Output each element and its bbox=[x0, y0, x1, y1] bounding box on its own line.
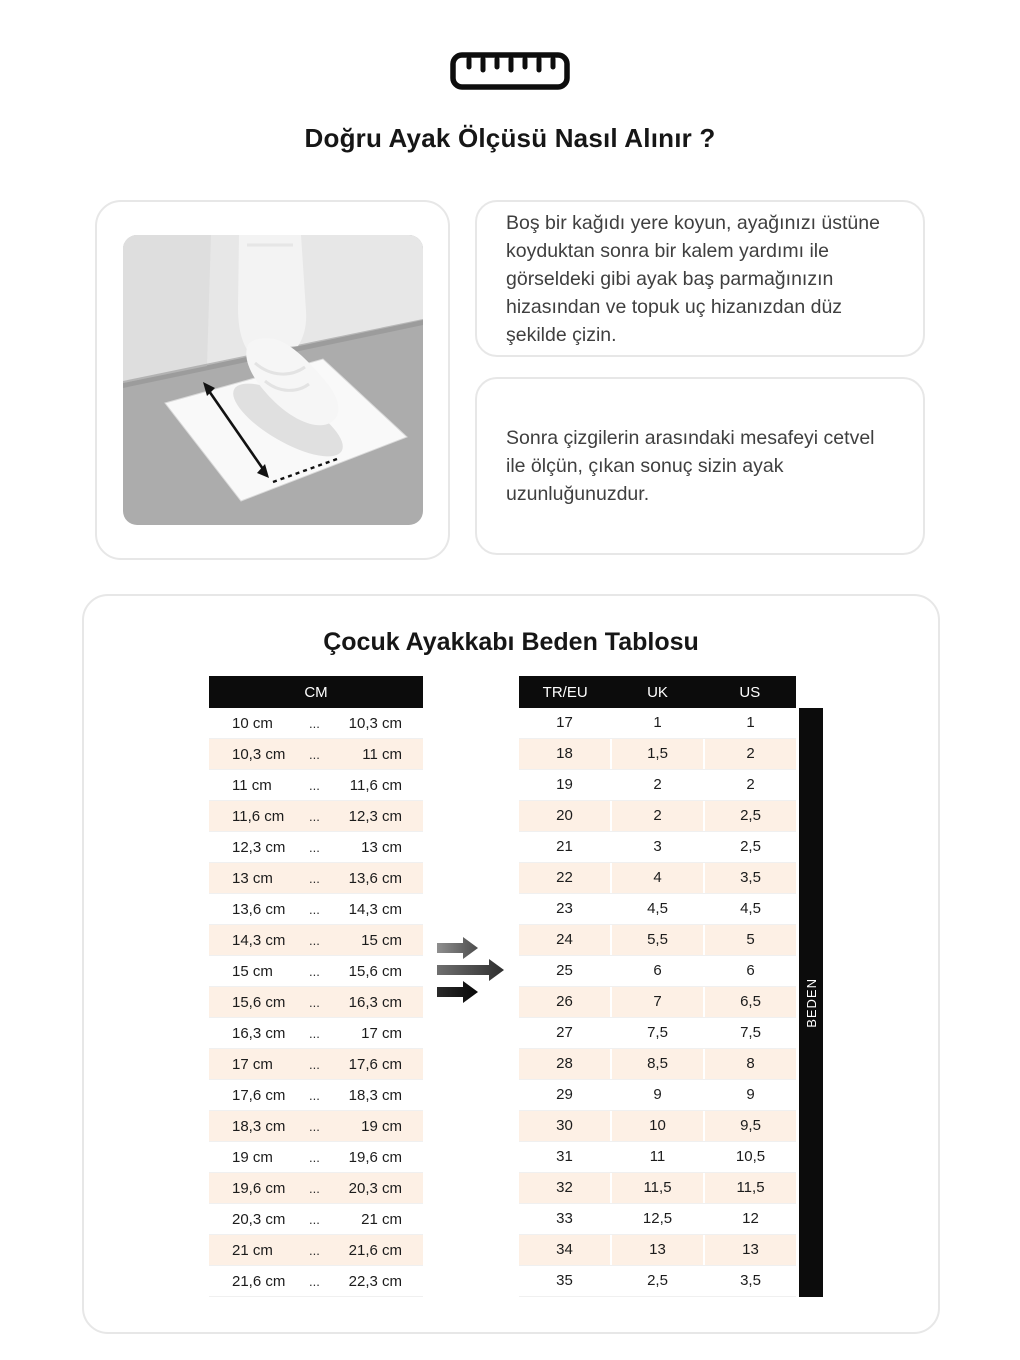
cm-table-row-cell: 16,3 cm bbox=[232, 1024, 286, 1042]
eu-uk-us-table-row bbox=[519, 832, 796, 863]
cm-table-row-cell: ... bbox=[308, 1273, 320, 1289]
eu-uk-us-table-row-cell: 8,5 bbox=[612, 1049, 705, 1079]
cm-table-row-cell: 22,3 cm bbox=[348, 1272, 402, 1290]
cm-table-row-cell: ... bbox=[308, 870, 320, 886]
cm-table-row-cell: 15 cm bbox=[232, 962, 273, 980]
cm-table-row-cell: 21 cm bbox=[232, 1241, 273, 1259]
cm-table-row-cell: 17 cm bbox=[361, 1024, 402, 1042]
eu-uk-us-table-row bbox=[519, 925, 796, 956]
cm-table-row-cell: 11,6 cm bbox=[349, 776, 402, 794]
eu-uk-us-table-row-cell: 9 bbox=[746, 1086, 755, 1103]
eu-uk-us-table-row-cell: 2 bbox=[612, 770, 705, 800]
cm-table-row bbox=[209, 1173, 423, 1204]
cm-table-row-cell: 14,3 cm bbox=[348, 900, 402, 918]
eu-uk-us-table-row bbox=[519, 801, 796, 832]
cm-table-row-cell: ... bbox=[308, 963, 320, 979]
cm-table-row-cell: 13 cm bbox=[232, 869, 273, 887]
header-us: US bbox=[739, 683, 761, 701]
cm-table-row-cell: 10,3 cm bbox=[348, 714, 402, 732]
cm-table-row bbox=[209, 863, 423, 894]
cm-table-row-cell: 17 cm bbox=[232, 1055, 273, 1073]
cm-table-row-cell: 11 cm bbox=[362, 745, 402, 763]
eu-uk-us-table-row-cell: 20 bbox=[519, 801, 612, 831]
cm-table bbox=[209, 676, 423, 1297]
cm-table-row-cell: ... bbox=[308, 1242, 320, 1258]
transfer-arrows-wrap bbox=[423, 676, 519, 1004]
eu-uk-us-table-row-cell: 13 bbox=[612, 1235, 705, 1265]
eu-uk-us-table-row-cell: 34 bbox=[519, 1235, 612, 1265]
cm-table-row-cell: ... bbox=[308, 1180, 320, 1196]
cm-table-row-cell: 14,3 cm bbox=[232, 931, 286, 949]
cm-table-row bbox=[209, 1235, 423, 1266]
cm-table-row-cell: 17,6 cm bbox=[348, 1055, 402, 1073]
instruction-card-step2 bbox=[475, 377, 925, 555]
eu-uk-us-table-row-cell: 10,5 bbox=[735, 1148, 766, 1165]
eu-uk-us-table-row-cell: 2 bbox=[746, 745, 755, 762]
eu-uk-us-table-row-cell: 12,5 bbox=[612, 1204, 705, 1234]
cm-table-row-cell: 17,6 cm bbox=[232, 1086, 286, 1104]
header-tr-eu: TR/EU bbox=[542, 683, 588, 701]
eu-uk-us-table-row-cell: 10 bbox=[612, 1111, 705, 1141]
cm-table-row bbox=[209, 987, 423, 1018]
eu-uk-us-table-row bbox=[519, 708, 796, 739]
eu-uk-us-table-row-cell: 1,5 bbox=[612, 739, 705, 769]
eu-uk-us-table-row bbox=[519, 770, 796, 801]
eu-uk-us-table-row-cell: 24 bbox=[519, 925, 612, 955]
eu-uk-us-table-row-cell: 7,5 bbox=[740, 1024, 761, 1041]
cm-table-row-cell: ... bbox=[308, 746, 320, 762]
eu-uk-us-table-row bbox=[519, 1235, 796, 1266]
cm-table-row-cell: 13,6 cm bbox=[232, 900, 286, 918]
cm-table-row-cell: 21,6 cm bbox=[232, 1272, 286, 1290]
eu-uk-us-table-row bbox=[519, 956, 796, 987]
cm-table-row-cell: ... bbox=[308, 1087, 320, 1103]
eu-uk-us-table-row-cell: 4 bbox=[612, 863, 705, 893]
eu-uk-us-table-row-cell: 2 bbox=[746, 776, 755, 793]
eu-uk-us-table-row-cell: 12 bbox=[742, 1210, 759, 1227]
cm-table-row bbox=[209, 925, 423, 956]
eu-uk-us-table-row-cell: 18 bbox=[519, 739, 612, 769]
eu-uk-us-table-row bbox=[519, 863, 796, 894]
foot-photo-card bbox=[95, 200, 450, 560]
cm-table-row-cell: 20,3 cm bbox=[232, 1210, 286, 1228]
cm-table-row-cell: ... bbox=[308, 1056, 320, 1072]
eu-uk-us-table-row-cell: 3,5 bbox=[740, 869, 761, 886]
cm-table-row bbox=[209, 801, 423, 832]
eu-uk-us-table-row-cell: 11,5 bbox=[612, 1173, 705, 1203]
cm-table-row-cell: ... bbox=[308, 901, 320, 917]
cm-table-row-cell: 21,6 cm bbox=[348, 1241, 402, 1259]
eu-uk-us-table-row-cell: 1 bbox=[612, 708, 705, 738]
eu-uk-us-table-row-cell: 2,5 bbox=[612, 1266, 705, 1296]
cm-table-row bbox=[209, 739, 423, 770]
eu-uk-us-table bbox=[519, 676, 796, 1297]
eu-uk-us-table-row bbox=[519, 1049, 796, 1080]
cm-table-row-cell: ... bbox=[308, 1025, 320, 1041]
instruction-cards bbox=[475, 200, 925, 560]
cm-table-row-cell: 11 cm bbox=[232, 776, 272, 794]
cm-table-row-cell: 21 cm bbox=[361, 1210, 402, 1228]
eu-uk-us-table-row bbox=[519, 1204, 796, 1235]
cm-table-row-cell: ... bbox=[308, 994, 320, 1010]
cm-table-row-cell: 19,6 cm bbox=[348, 1148, 402, 1166]
cm-table-row-cell: 12,3 cm bbox=[348, 807, 402, 825]
eu-uk-us-table-row-cell: 8 bbox=[746, 1055, 755, 1072]
eu-uk-us-table-row-cell: 7,5 bbox=[612, 1018, 705, 1048]
eu-uk-us-table-row-cell: 11 bbox=[612, 1142, 705, 1172]
page-title: Doğru Ayak Ölçüsü Nasıl Alınır ? bbox=[304, 123, 716, 153]
cm-table-row-cell: ... bbox=[308, 715, 320, 731]
cm-table-row-cell: ... bbox=[308, 777, 320, 793]
eu-uk-us-table-row-cell: 30 bbox=[519, 1111, 612, 1141]
cm-table-row-cell: ... bbox=[308, 1118, 320, 1134]
cm-table-row-cell: 10,3 cm bbox=[232, 745, 286, 763]
eu-uk-us-table-body bbox=[519, 708, 796, 1297]
eu-uk-us-table-row bbox=[519, 894, 796, 925]
eu-uk-us-table-row bbox=[519, 1266, 796, 1297]
cm-table-row-cell: 16,3 cm bbox=[348, 993, 402, 1011]
eu-uk-us-table-row-cell: 2,5 bbox=[740, 838, 761, 855]
eu-uk-us-table-row bbox=[519, 739, 796, 770]
cm-table-row bbox=[209, 1142, 423, 1173]
cm-table-row-cell: ... bbox=[308, 839, 320, 855]
cm-table-row bbox=[209, 1080, 423, 1111]
instruction-card-step1 bbox=[475, 200, 925, 357]
cm-table-row bbox=[209, 708, 423, 739]
eu-uk-us-table-row-cell: 5 bbox=[746, 931, 755, 948]
cm-table-row bbox=[209, 1204, 423, 1235]
cm-table-row bbox=[209, 1266, 423, 1297]
size-table-card bbox=[82, 594, 940, 1334]
cm-table-row-cell: 20,3 cm bbox=[348, 1179, 402, 1197]
ruler-icon-wrap bbox=[0, 0, 1020, 90]
cm-table-row-cell: 15,6 cm bbox=[348, 962, 402, 980]
ruler-icon bbox=[450, 52, 570, 90]
cm-table-row bbox=[209, 770, 423, 801]
cm-table-row-cell: ... bbox=[308, 932, 320, 948]
eu-uk-us-table-row-cell: 21 bbox=[519, 832, 612, 862]
cm-table-header: CM bbox=[209, 676, 423, 708]
eu-uk-us-table-row-cell: 4,5 bbox=[740, 900, 761, 917]
eu-uk-us-table-row-cell: 26 bbox=[519, 987, 612, 1017]
cm-table-row-cell: 18,3 cm bbox=[348, 1086, 402, 1104]
cm-table-row-cell: 19,6 cm bbox=[232, 1179, 286, 1197]
eu-uk-us-table-row-cell: 3,5 bbox=[740, 1272, 761, 1289]
eu-uk-us-table-row-cell: 25 bbox=[519, 956, 612, 986]
cm-table-row-cell: 10 cm bbox=[232, 714, 273, 732]
eu-uk-us-table-row-cell: 31 bbox=[519, 1142, 612, 1172]
beden-side-bar bbox=[799, 708, 823, 1297]
foot-on-paper-illustration bbox=[123, 235, 423, 525]
eu-uk-us-table-row-cell: 9 bbox=[612, 1080, 705, 1110]
size-table-title: Çocuk Ayakkabı Beden Tablosu bbox=[323, 628, 699, 656]
eu-uk-us-table-row-cell: 17 bbox=[519, 708, 612, 738]
eu-uk-us-table-row-cell: 35 bbox=[519, 1266, 612, 1296]
cm-table-row-cell: 13,6 cm bbox=[348, 869, 402, 887]
eu-uk-us-table-row-cell: 19 bbox=[519, 770, 612, 800]
eu-uk-us-table-row-cell: 2 bbox=[612, 801, 705, 831]
cm-table-row-cell: 12,3 cm bbox=[232, 838, 286, 856]
eu-uk-us-table-row-cell: 29 bbox=[519, 1080, 612, 1110]
eu-uk-us-table-row bbox=[519, 987, 796, 1018]
cm-table-row-cell: 13 cm bbox=[361, 838, 402, 856]
eu-uk-us-table-row-cell: 2,5 bbox=[740, 807, 761, 824]
eu-uk-us-table-header bbox=[519, 676, 796, 708]
cm-table-row bbox=[209, 894, 423, 925]
eu-uk-us-table-row-cell: 23 bbox=[519, 894, 612, 924]
eu-uk-us-table-row-cell: 7 bbox=[612, 987, 705, 1017]
cm-table-row-cell: 19 cm bbox=[361, 1117, 402, 1135]
measurement-guide-section bbox=[95, 200, 925, 560]
eu-uk-us-table-row-cell: 33 bbox=[519, 1204, 612, 1234]
eu-uk-us-table-row-cell: 4,5 bbox=[612, 894, 705, 924]
eu-uk-us-table-row bbox=[519, 1018, 796, 1049]
eu-uk-us-table-row-cell: 13 bbox=[742, 1241, 759, 1258]
eu-uk-us-table-row-cell: 22 bbox=[519, 863, 612, 893]
cm-table-body bbox=[209, 708, 423, 1297]
foot-measurement-photo bbox=[123, 235, 423, 525]
cm-table-row-cell: 15 cm bbox=[361, 931, 402, 949]
eu-uk-us-table-row-cell: 32 bbox=[519, 1173, 612, 1203]
cm-table-row bbox=[209, 1018, 423, 1049]
instruction-step1-text: Boş bir kağıdı yere koyun, ayağınızı üstüne koyduktan sonra bir kalem yardımı ile görseldeki gibi ayak baş parmağınızın hizasından ve topuk uç hizanızdan düz şekilde çizin. bbox=[506, 211, 880, 346]
eu-uk-us-table-row bbox=[519, 1080, 796, 1111]
eu-uk-us-table-row-cell: 6 bbox=[746, 962, 755, 979]
eu-uk-us-table-row-cell: 28 bbox=[519, 1049, 612, 1079]
eu-uk-us-table-row bbox=[519, 1142, 796, 1173]
instruction-step2-text: Sonra çizgilerin arasındaki mesafeyi cetvel ile ölçün, çıkan sonuç sizin ayak uzunluğunuzdur. bbox=[506, 427, 875, 505]
cm-table-row bbox=[209, 832, 423, 863]
eu-uk-us-table-row-cell: 6 bbox=[612, 956, 705, 986]
header-uk: UK bbox=[647, 683, 668, 701]
cm-table-row bbox=[209, 1049, 423, 1080]
cm-table-row-cell: 18,3 cm bbox=[232, 1117, 286, 1135]
eu-uk-us-table-row bbox=[519, 1111, 796, 1142]
cm-table-row-cell: 19 cm bbox=[232, 1148, 273, 1166]
triple-arrow-right-icon bbox=[435, 934, 507, 1004]
eu-uk-us-table-row-cell: 3 bbox=[612, 832, 705, 862]
eu-uk-us-table-row-cell: 6,5 bbox=[740, 993, 761, 1010]
eu-uk-us-table-row bbox=[519, 1173, 796, 1204]
cm-table-row-cell: 15,6 cm bbox=[232, 993, 286, 1011]
cm-table-row-cell: ... bbox=[308, 1211, 320, 1227]
beden-side-label: BEDEN bbox=[803, 977, 819, 1028]
cm-table-row-cell: 11,6 cm bbox=[232, 807, 285, 825]
eu-uk-us-table-row-cell: 5,5 bbox=[612, 925, 705, 955]
eu-uk-us-table-row-cell: 1 bbox=[746, 714, 755, 731]
cm-table-row bbox=[209, 956, 423, 987]
cm-table-row-cell: ... bbox=[308, 808, 320, 824]
eu-uk-us-table-row-cell: 11,5 bbox=[736, 1179, 765, 1196]
cm-table-row bbox=[209, 1111, 423, 1142]
size-tables-row bbox=[84, 676, 938, 1297]
eu-uk-us-table-row-cell: 9,5 bbox=[740, 1117, 761, 1134]
eu-uk-us-table-row-cell: 27 bbox=[519, 1018, 612, 1048]
cm-table-row-cell: ... bbox=[308, 1149, 320, 1165]
